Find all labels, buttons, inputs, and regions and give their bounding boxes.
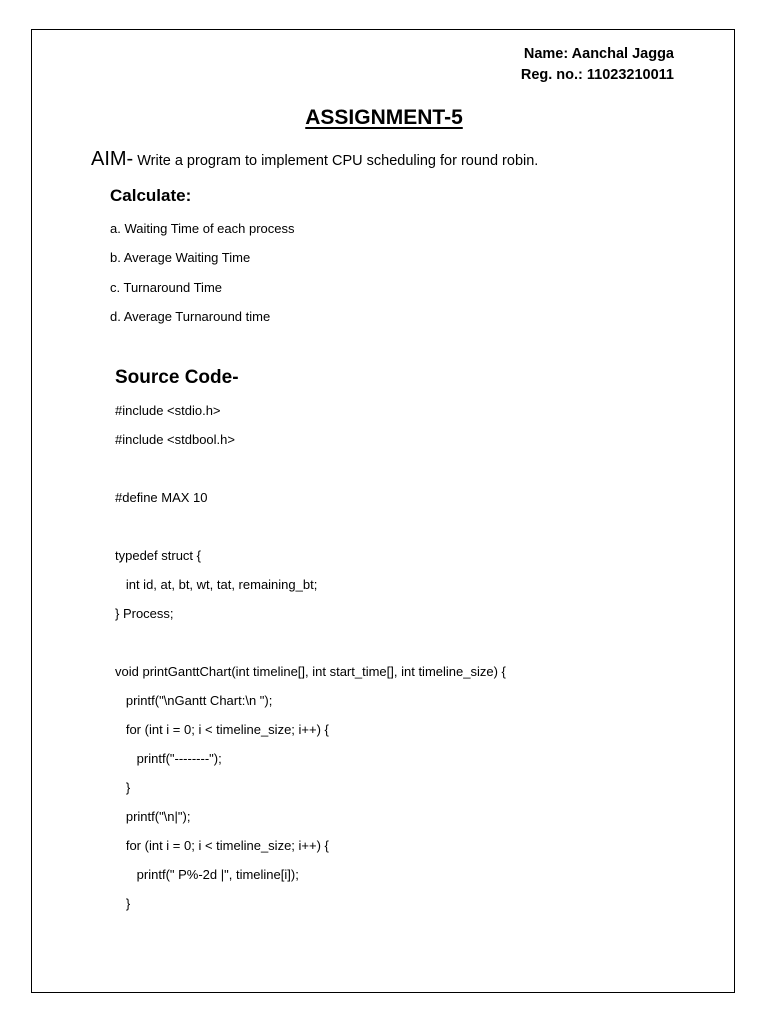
list-item: a. Waiting Time of each process xyxy=(110,221,295,236)
code-line xyxy=(115,633,506,662)
code-line: printf("\n|"); xyxy=(115,809,191,824)
code-line: #define MAX 10 xyxy=(115,490,208,505)
code-line: } Process; xyxy=(115,606,174,621)
code-line: printf("\nGantt Chart:\n "); xyxy=(115,693,273,708)
code-line: } xyxy=(115,896,131,911)
list-item: d. Average Turnaround time xyxy=(110,308,271,324)
code-line: } xyxy=(115,780,131,795)
source-code-heading: Source Code- xyxy=(115,367,239,388)
page-title xyxy=(0,106,768,130)
author-info xyxy=(521,44,674,86)
author-name: Name: Aanchal Jagga xyxy=(523,46,674,62)
code-line: #include <stdio.h> xyxy=(115,403,221,418)
code-line: int id, at, bt, wt, tat, remaining_bt; xyxy=(115,577,318,592)
code-line: void printGanttChart(int timeline[], int start_time[], int timeline_size) { xyxy=(115,664,506,679)
code-line: for (int i = 0; i < timeline_size; i++) { xyxy=(115,722,329,737)
list-item: b. Average Waiting Time xyxy=(110,250,251,266)
calculate-heading: Calculate: xyxy=(110,186,192,205)
source-code-block xyxy=(115,401,506,923)
code-line: for (int i = 0; i < timeline_size; i++) { xyxy=(115,838,329,853)
code-line: printf(" P%-2d |", timeline[i]); xyxy=(115,867,299,882)
assignment-title: ASSIGNMENT-5 xyxy=(305,106,463,129)
code-line xyxy=(115,517,506,546)
aim-label: AIM- xyxy=(91,148,134,170)
code-line xyxy=(115,459,506,488)
registration-number: Reg. no.: 11023210011 xyxy=(520,67,674,83)
code-line: #include <stdbool.h> xyxy=(115,432,235,447)
list-item: c. Turnaround Time xyxy=(110,279,222,295)
aim-text: Write a program to implement CPU scheduling for round robin. xyxy=(133,153,539,169)
code-line: typedef struct { xyxy=(115,548,201,563)
calculate-list xyxy=(110,219,295,336)
code-line: printf("--------"); xyxy=(115,751,222,766)
aim-statement xyxy=(91,148,538,171)
